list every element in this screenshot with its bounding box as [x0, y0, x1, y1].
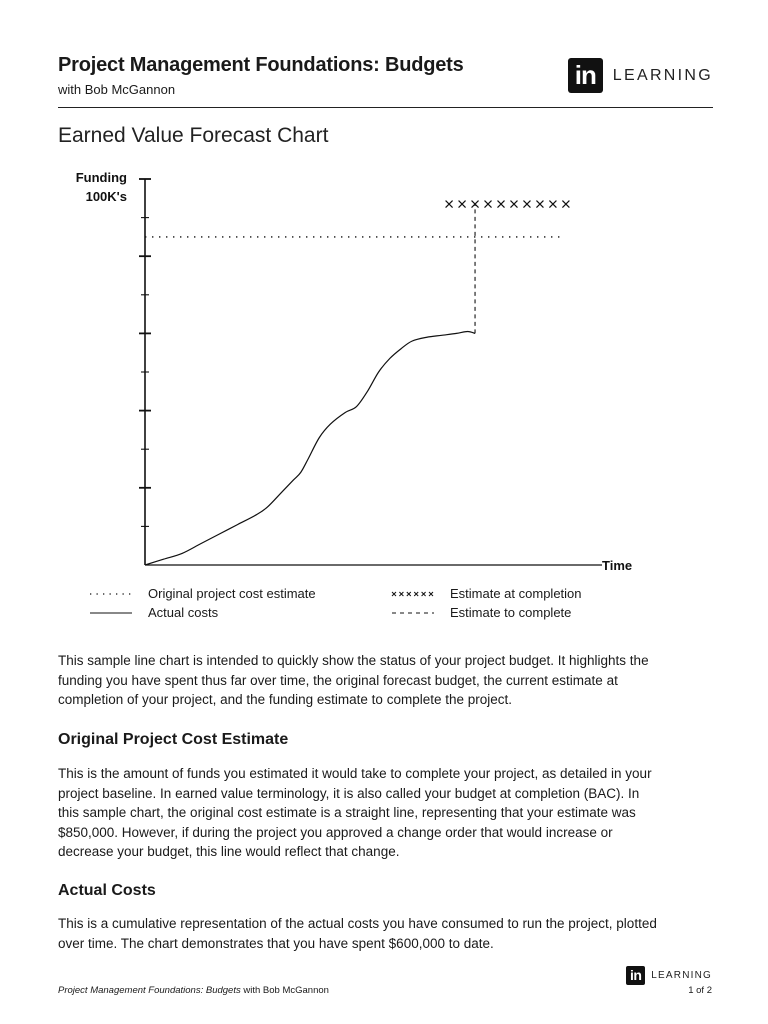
- estimate-at-completion-marker: [485, 201, 492, 208]
- legend-x-marker: [422, 592, 426, 596]
- estimate-at-completion-marker: [472, 201, 479, 208]
- section-body-original-estimate: This is the amount of funds you estimated it would take to complete your project, as detailed in your project baseline. In earned value terminology, it is also called your budget at completion (BAC). In this sample chart, the original cost estimate is a straight line, representing that your estimate was $850,000. However, if during the project you approved a change order that would increase or decrease your budget, this line would reflect that change.: [58, 766, 652, 859]
- legend-x-marker: [399, 592, 403, 596]
- x-axis-label: Time: [602, 558, 633, 573]
- estimate-at-completion-marker: [536, 201, 543, 208]
- linkedin-icon: in: [626, 966, 645, 985]
- section-body-actual-costs: This is a cumulative representation of the actual costs you have consumed to run the project, plotted over time. The chart demonstrates that you have spent $600,000 to date.: [58, 916, 657, 951]
- footer-course-title: Project Management Foundations: Budgets: [58, 985, 241, 996]
- footer-author: with Bob McGannon: [240, 985, 329, 996]
- footer-linkedin-learning-logo: [626, 966, 712, 985]
- estimate-at-completion-marker: [562, 201, 569, 208]
- linkedin-icon: in: [568, 58, 603, 93]
- estimate-at-completion-marker: [459, 201, 466, 208]
- solid-line-swatch: [88, 607, 134, 619]
- dashed-line-swatch: [390, 607, 436, 619]
- footer-course-credit: [58, 985, 329, 996]
- legend-item-estimate-to-complete: [390, 603, 582, 622]
- page-header: [58, 54, 713, 110]
- legend-x-marker: [407, 592, 411, 596]
- legend-item-original-estimate: [88, 584, 316, 603]
- linkedin-learning-logo: [568, 58, 713, 93]
- logo-wordmark: LEARNING: [651, 970, 712, 981]
- legend-label: Original project cost estimate: [148, 586, 316, 601]
- legend-x-marker: [429, 592, 433, 596]
- chart-section-title: Earned Value Forecast Chart: [58, 124, 329, 147]
- legend-x-marker: [392, 592, 396, 596]
- section-heading-actual-costs: Actual Costs: [58, 882, 156, 899]
- y-axis-label-line2: 100K's: [85, 189, 127, 204]
- estimate-at-completion-marker: [498, 201, 505, 208]
- legend-label: Actual costs: [148, 605, 219, 620]
- intro-paragraph: This sample line chart is intended to quickly show the status of your project budget. It highlights the funding you have spent thus far over time, the original forecast budget, the current estimate at completion of your project, and the funding estimate to complete the project.: [58, 653, 649, 707]
- section-heading-original-estimate: Original Project Cost Estimate: [58, 731, 289, 748]
- y-axis-label-line1: Funding: [75, 170, 127, 185]
- document-title: Project Management Foundations: Budgets: [58, 54, 464, 76]
- legend-item-actual-costs: [88, 603, 316, 622]
- header-divider: [58, 107, 713, 108]
- actual-costs-line: [145, 331, 475, 565]
- page-number: 1 of 2: [688, 985, 712, 996]
- estimate-at-completion-marker: [446, 201, 453, 208]
- legend-x-marker: [414, 592, 418, 596]
- author-byline: with Bob McGannon: [58, 82, 176, 97]
- chart-series-group: [145, 201, 569, 565]
- earned-value-chart: [58, 160, 658, 585]
- estimate-at-completion-marker: [510, 201, 517, 208]
- estimate-at-completion-marker: [523, 201, 530, 208]
- legend-right-column: [390, 584, 582, 622]
- legend-label: Estimate at completion: [450, 586, 582, 601]
- logo-wordmark: LEARNING: [612, 66, 713, 84]
- legend-left-column: [88, 584, 316, 622]
- estimate-at-completion-marker: [549, 201, 556, 208]
- x-marker-swatch: [390, 588, 436, 600]
- dotted-line-swatch: [88, 588, 134, 600]
- legend-label: Estimate to complete: [450, 605, 572, 620]
- legend-item-estimate-at-completion: [390, 584, 582, 603]
